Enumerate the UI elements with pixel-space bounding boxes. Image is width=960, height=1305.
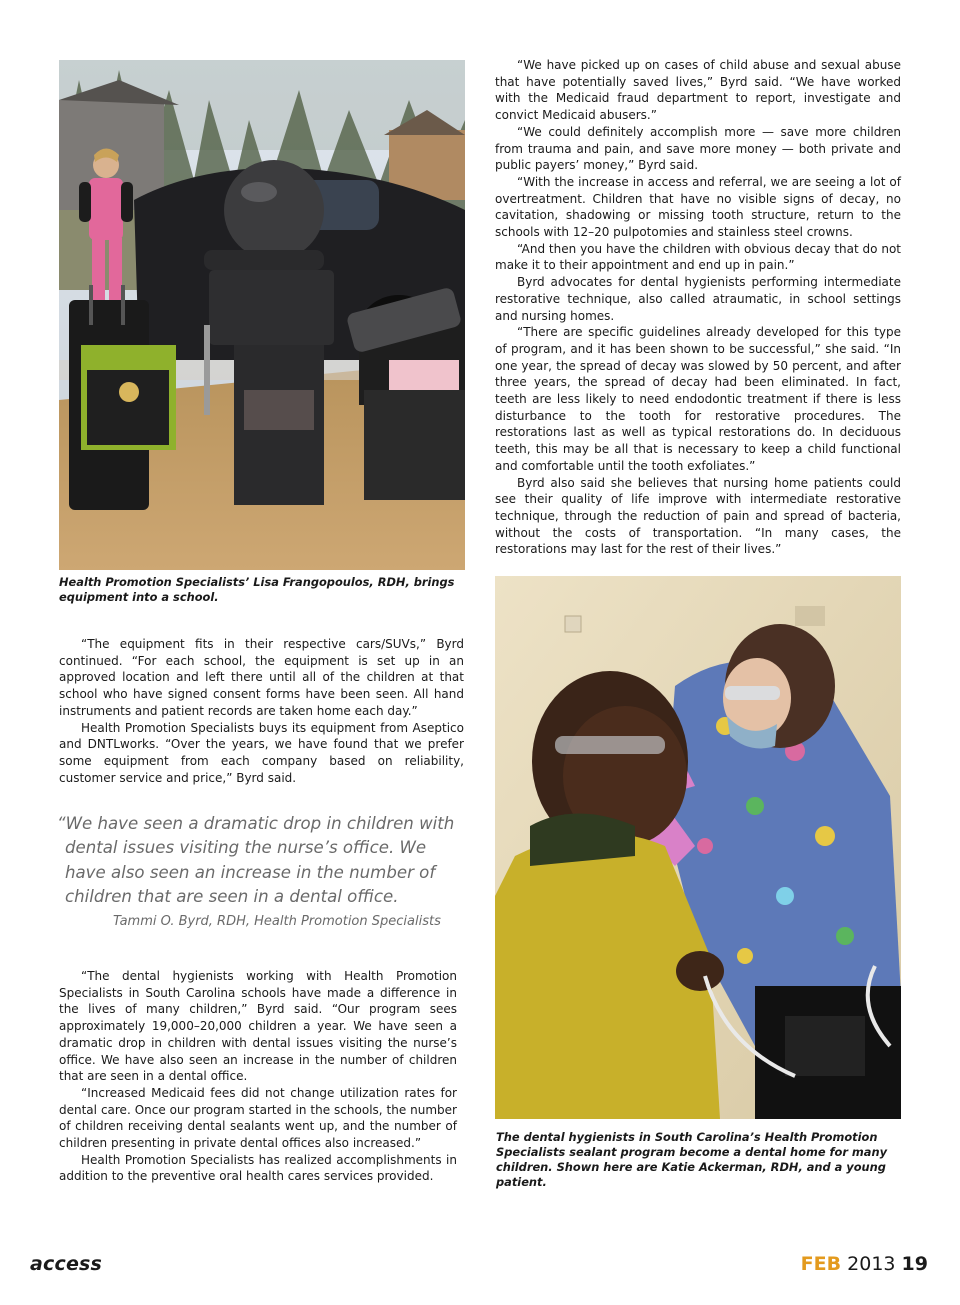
photo-equipment-caption: Health Promotion Specialists’ Lisa Frangopoulos, RDH, brings equipment into a school. bbox=[59, 575, 455, 604]
footer-issue bbox=[801, 1253, 928, 1275]
paragraph: Byrd also said she believes that nursing home patients could see their quality of life improve with intermediate restorative technique, through the reduction of pain and spread of bacteria, without the costs of transportation. “In many cases, the restorations may last for the rest of their lives.” bbox=[495, 475, 901, 557]
article-column-left-mid bbox=[59, 636, 464, 786]
article-column-right bbox=[495, 57, 901, 558]
footer-month: FEB bbox=[800, 1253, 842, 1275]
paragraph: Health Promotion Specialists buys its equipment from Aseptico and DNTLworks. “Over the years, we have found that we prefer some equipment from each company based on reliability, customer service and price,” Byrd said. bbox=[59, 720, 464, 785]
footer-brand: access bbox=[30, 1253, 103, 1275]
paragraph: “We could definitely accomplish more — save more children from trauma and pain, and save more money — both private and public payers’ money,” Byrd said. bbox=[495, 124, 901, 173]
photo-patient-caption: The dental hygienists in South Carolina’s Health Promotion Specialists sealant program become a dental home for many children. Shown here are Katie Ackerman, RDH, and a young patient. bbox=[496, 1130, 888, 1189]
paragraph: “The dental hygienists working with Health Promotion Specialists in South Carolina schools have made a difference in the lives of many children,” Byrd said. “Our program sees approximately 19,000–20,000 children a year. We have seen a dramatic drop in children with dental issues visiting the nurse’s office. We have also seen an increase in the number of children that are seen in a dental office. bbox=[59, 969, 457, 1084]
pull-quote-text: “We have seen a dramatic drop in children with dental issues visiting the nurse’s office. We have also seen an increase in the number of children that are seen in a dental office. bbox=[57, 814, 455, 906]
pull-quote bbox=[57, 812, 467, 931]
paragraph: “Increased Medicaid fees did not change utilization rates for dental care. Once our program started in the schools, the number of children receiving dental sealants went up, and the number of children presenting in private dental offices also increased.” bbox=[59, 1085, 457, 1151]
paragraph: “The equipment fits in their respective cars/SUVs,” Byrd continued. “For each school, the equipment is set up in an approved location and left there until all of the children at that school who have signed consent forms have been seen. All hand instruments and patient records are taken home each day.” bbox=[59, 637, 464, 718]
footer-year: 2013 bbox=[847, 1253, 896, 1275]
photo-patient-image bbox=[495, 576, 901, 1119]
paragraph: Health Promotion Specialists has realized accomplishments in addition to the preventive oral health cares services provided. bbox=[59, 1152, 457, 1184]
paragraph: “And then you have the children with obvious decay that do not make it to their appointment and end up in pain.” bbox=[495, 241, 901, 273]
pull-quote-attribution: Tammi O. Byrd, RDH, Health Promotion Specialists bbox=[113, 914, 441, 930]
photo-patient bbox=[495, 576, 901, 1119]
page-number: 19 bbox=[901, 1253, 928, 1275]
paragraph: Byrd advocates for dental hygienists performing intermediate restorative technique, also called atraumatic, in school settings and nursing homes. bbox=[495, 275, 901, 323]
paragraph: “We have picked up on cases of child abuse and sexual abuse that have potentially saved lives,” Byrd said. “We have worked with the Medicaid fraud department to report, investigate and convict Medicaid abusers.” bbox=[495, 58, 901, 123]
paragraph: “There are specific guidelines already developed for this type of program, and it has been shown to be successful,” she said. “In one year, the spread of decay was slowed by 50 percent, and after three years, the spread of decay had been eliminated. In fact, teeth are less likely to need endodontic treatment if there is less disturbance to the tooth for restorative procedures. The restorations last as well as typical restorations do. In deciduous teeth, this may be all that is necessary to keep a child functional and comfortable until the tooth exfoliates.” bbox=[495, 325, 901, 473]
article-column-left-bottom bbox=[59, 968, 457, 1185]
paragraph: “With the increase in access and referral, we are seeing a lot of overtreatment. Children that have no visible signs of decay, no cavitation, shadowing or missing tooth structure, return to the schools with 12–20 pulpotomies and stainless steel crowns. bbox=[495, 174, 901, 240]
photo-equipment bbox=[59, 60, 465, 570]
photo-equipment-image bbox=[59, 60, 465, 570]
